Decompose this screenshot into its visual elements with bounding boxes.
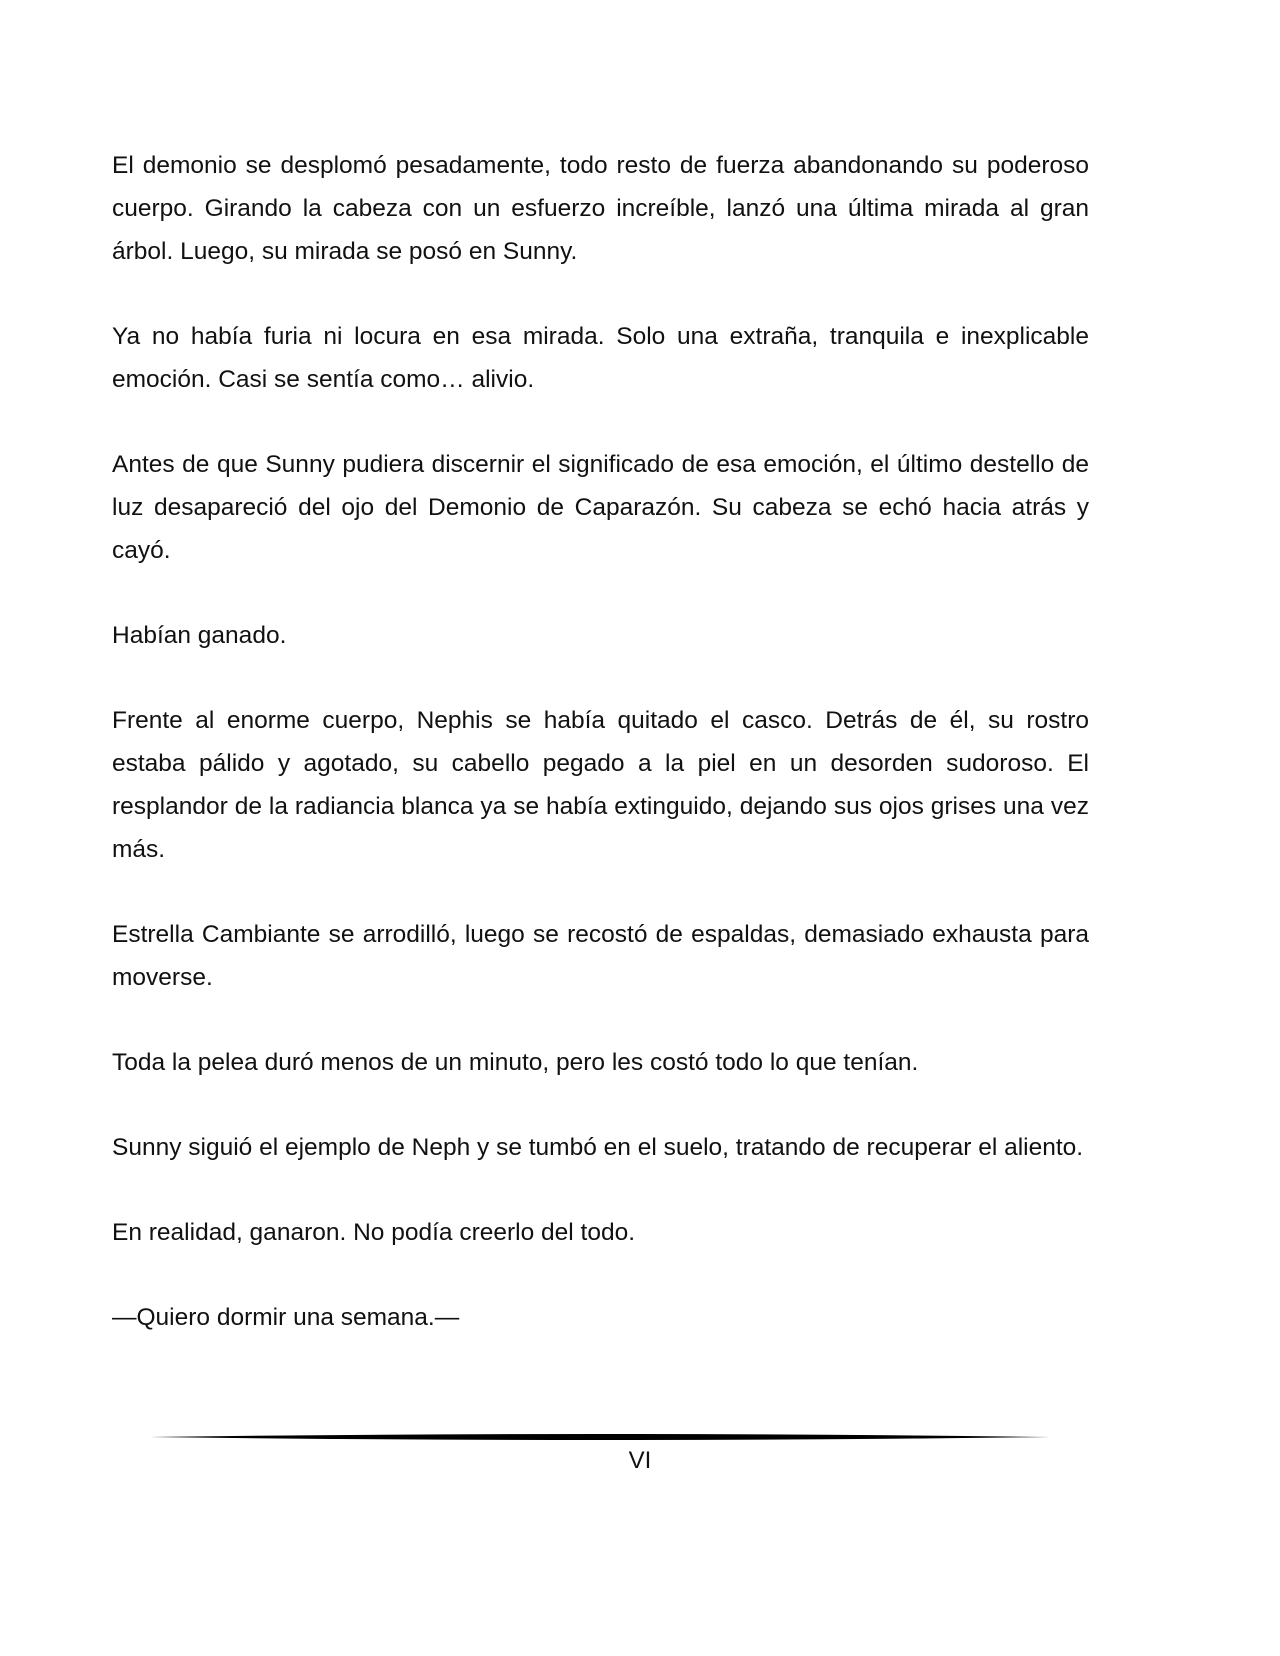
paragraph: Habían ganado. [112,622,287,649]
paragraph: —Quiero dormir una semana.— [112,1304,460,1331]
page-body [112,144,1089,1381]
footer-divider-shape [150,1434,1050,1440]
paragraph: Estrella Cambiante se arrodilló, luego se recostó de espaldas, demasiado exhausta para moverse. [112,921,1089,991]
paragraph: Antes de que Sunny pudiera discernir el significado de esa emoción, el último destello de luz desapareció del ojo del Demonio de Caparazón. Su cabeza se echó hacia atrás y cayó. [112,451,1089,564]
paragraph: Frente al enorme cuerpo, Nephis se había quitado el casco. Detrás de él, su rostro estaba pálido y agotado, su cabello pegado a la piel en un desorden sudoroso. El resplandor de la radiancia blanca ya se había extinguido, dejando sus ojos grises una vez más. [112,707,1089,863]
paragraph: Ya no había furia ni locura en esa mirada. Solo una extraña, tranquila e inexplicable emoción. Casi se sentía como… alivio. [112,323,1089,393]
page-number: VI [628,1447,652,1474]
footer-divider [150,1432,1050,1442]
paragraph: En realidad, ganaron. No podía creerlo del todo. [112,1219,636,1246]
paragraph: El demonio se desplomó pesadamente, todo resto de fuerza abandonando su poderoso cuerpo. Girando la cabeza con un esfuerzo increíble, lanzó una última mirada al gran árbol. Luego, su mirada se posó en Sunny. [112,152,1089,265]
paragraph: Sunny siguió el ejemplo de Neph y se tumbó en el suelo, tratando de recuperar el aliento. [112,1134,1084,1161]
paragraph: Toda la pelea duró menos de un minuto, pero les costó todo lo que tenían. [112,1049,919,1076]
